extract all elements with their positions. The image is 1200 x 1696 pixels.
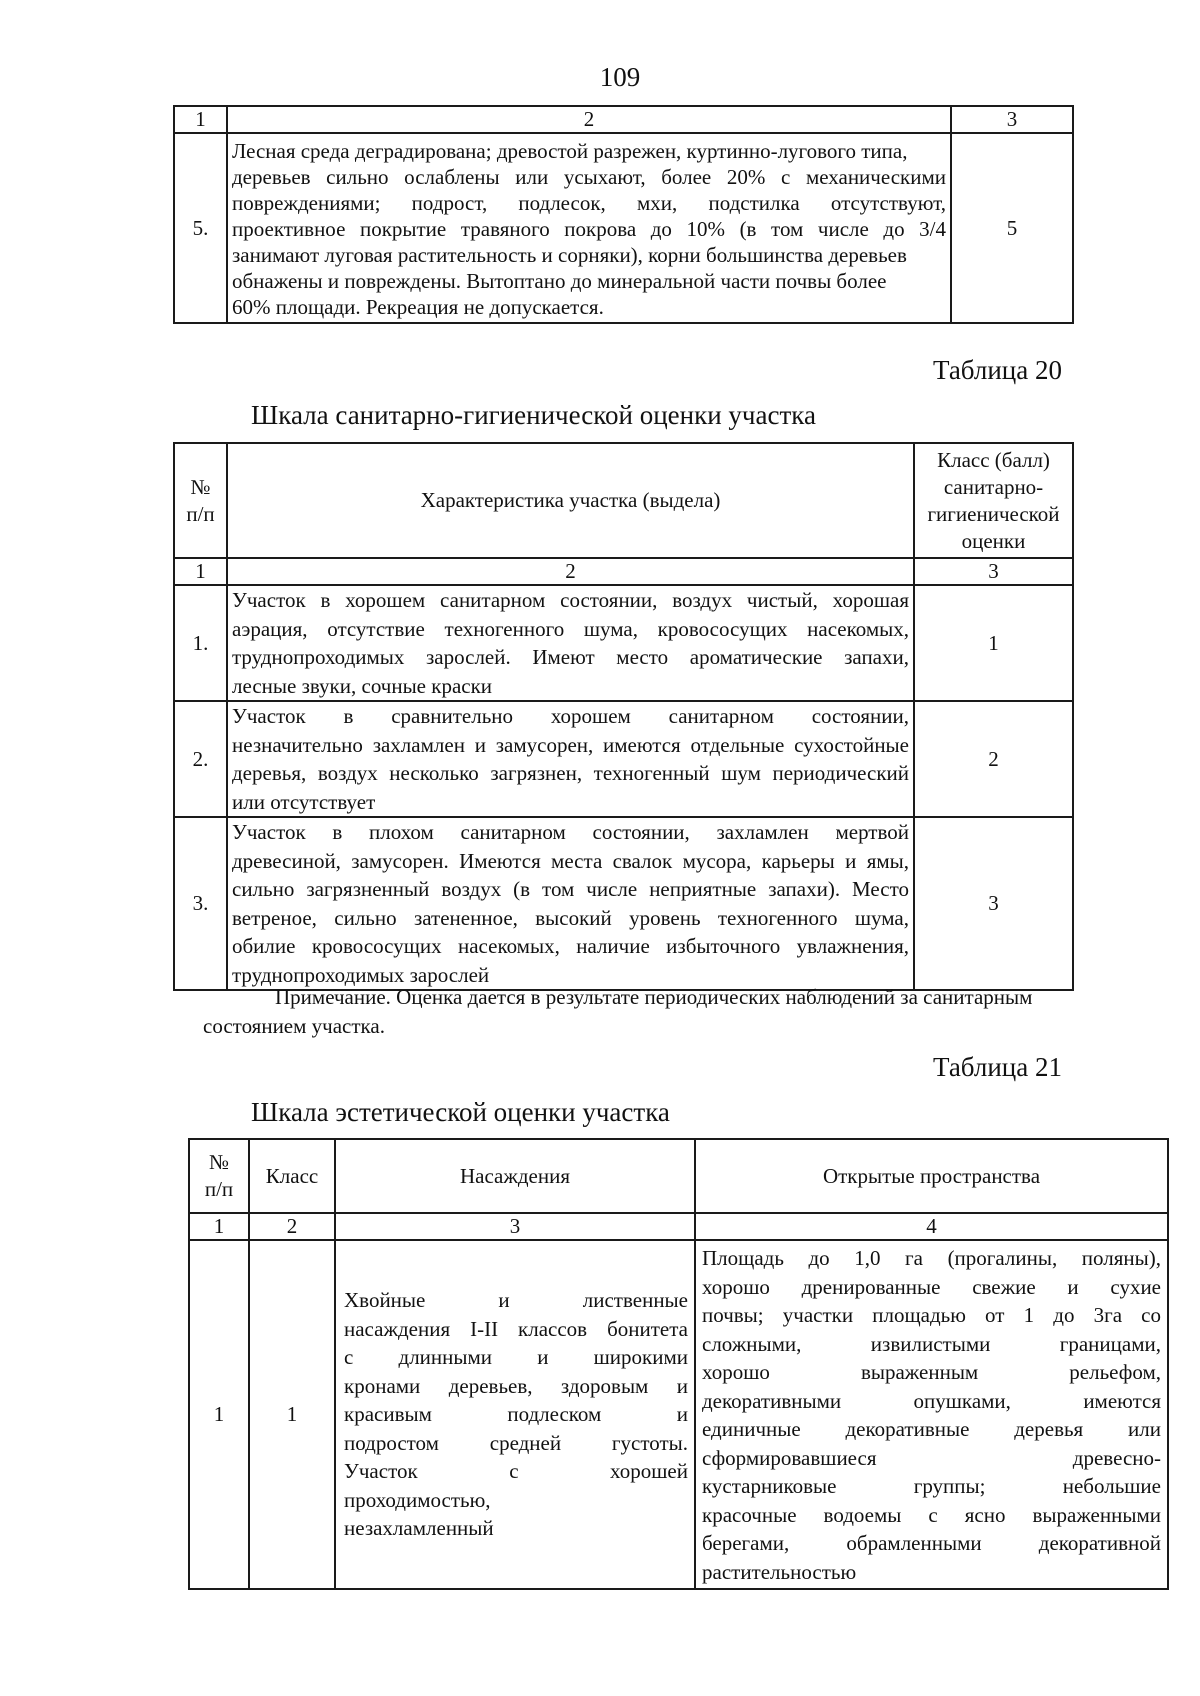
text-line: красочные водоемы с ясно выраженными bbox=[702, 1502, 1161, 1527]
row-score: 3 bbox=[914, 817, 1073, 990]
text-line: лесные звуки, сочные краски bbox=[232, 673, 493, 698]
row-score: 2 bbox=[914, 701, 1073, 817]
table-row bbox=[174, 585, 1073, 701]
text-line: аэрация, отсутствие техногенного шума, кровососущих насекомых, bbox=[232, 616, 909, 641]
header-class: Класс bbox=[249, 1139, 335, 1213]
table-20 bbox=[173, 442, 1074, 991]
text-line: обнажены и повреждены. Вытоптано до минеральной части почвы более bbox=[232, 269, 887, 293]
text-line: с длинными и широкими bbox=[344, 1345, 688, 1370]
header-stands: Насаждения bbox=[335, 1139, 695, 1213]
row-score: 5 bbox=[951, 133, 1073, 323]
col-number: 1 bbox=[189, 1213, 249, 1240]
text-line: Участок с хорошей bbox=[344, 1459, 688, 1484]
header-number-line: п/п bbox=[186, 501, 215, 526]
col-number: 2 bbox=[227, 106, 951, 133]
table-20-title: Шкала санитарно-гигиенической оценки участка bbox=[251, 400, 816, 430]
note-line: состоянием участка. bbox=[203, 1014, 385, 1038]
text-line: деревья, воздух несколько загрязнен, техногенный шум периодический bbox=[232, 761, 909, 785]
col-number: 4 bbox=[695, 1213, 1168, 1240]
table-21-title: Шкала эстетической оценки участка bbox=[251, 1097, 670, 1127]
row-class: 1 bbox=[249, 1240, 335, 1589]
row-description bbox=[227, 817, 914, 990]
table-20-label: Таблица 20 bbox=[933, 355, 1062, 385]
row-description bbox=[227, 701, 914, 817]
text-line: ветреное, сильно затененное, высокий уровень техногенного шума, bbox=[232, 905, 909, 930]
text-line: незначительно захламлен и замусорен, имеются отдельные сухостойные bbox=[232, 732, 909, 757]
table-20-note bbox=[203, 983, 1083, 1041]
col-number: 1 bbox=[174, 558, 227, 585]
col-number: 3 bbox=[951, 106, 1073, 133]
note-line: Примечание. Оценка дается в результате периодических наблюдений за санитарным bbox=[275, 985, 1033, 1009]
table-row bbox=[174, 701, 1073, 817]
row-description bbox=[227, 585, 914, 701]
table-19-continuation bbox=[173, 105, 1074, 324]
header-class-line: санитарно- bbox=[943, 474, 1044, 499]
table-header-row bbox=[189, 1139, 1168, 1213]
text-line: почвы; участки площадью от 1 до 3га со bbox=[702, 1303, 1161, 1327]
text-line: Площадь до 1,0 га (прогалины, поляны), bbox=[702, 1246, 1161, 1270]
text-line: труднопроходимых зарослей. Имеют место ароматические запахи, bbox=[232, 645, 909, 669]
text-line: или отсутствует bbox=[232, 789, 376, 814]
text-line: незахламленный bbox=[344, 1516, 494, 1541]
text-line: берегами, обрамленными декоративной bbox=[702, 1531, 1161, 1555]
table-row bbox=[189, 1240, 1168, 1589]
table-row bbox=[174, 133, 1073, 323]
row-number: 1. bbox=[174, 585, 227, 701]
row-number: 2. bbox=[174, 701, 227, 817]
text-line: труднопроходимых зарослей bbox=[232, 962, 490, 987]
text-line: единичные декоративные деревья или bbox=[702, 1417, 1161, 1441]
col-number: 3 bbox=[914, 558, 1073, 585]
row-number: 3. bbox=[174, 817, 227, 990]
table-21 bbox=[188, 1138, 1169, 1590]
text-line: Хвойные и лиственные bbox=[344, 1288, 688, 1313]
header-open-spaces: Открытые пространства bbox=[695, 1139, 1168, 1213]
text-line: обилие кровососущих насекомых, наличие избыточного увлажнения, bbox=[232, 934, 909, 958]
text-line: деревьев сильно ослаблены или усыхают, более 20% с механическими bbox=[232, 165, 946, 189]
col-number: 2 bbox=[249, 1213, 335, 1240]
text-line: Участок в сравнительно хорошем санитарном состоянии, bbox=[232, 704, 909, 728]
text-line: хорошо дренированные свежие и сухие bbox=[702, 1274, 1161, 1299]
row-number: 5. bbox=[174, 133, 227, 323]
row-stands bbox=[335, 1240, 695, 1589]
text-line: проективное покрытие травяного покрова до 10% (в том числе до 3/4 bbox=[232, 217, 946, 241]
text-line: растительностью bbox=[702, 1559, 857, 1584]
text-line: подростом средней густоты. bbox=[344, 1430, 688, 1455]
text-line: декоративными опушками, имеются bbox=[702, 1388, 1161, 1413]
text-line: кронами деревьев, здоровым и bbox=[344, 1373, 688, 1398]
header-number bbox=[174, 443, 227, 558]
header-characteristic: Характеристика участка (выдела) bbox=[227, 443, 914, 558]
text-line: хорошо выраженным рельефом, bbox=[702, 1360, 1161, 1384]
row-number: 1 bbox=[189, 1240, 249, 1589]
text-line: Лесная среда деградирована; древостой разрежен, куртинно-лугового типа, bbox=[232, 139, 908, 163]
header-class bbox=[914, 443, 1073, 558]
header-number-line: № bbox=[208, 1150, 230, 1174]
text-line: сложными, извилистыми границами, bbox=[702, 1331, 1161, 1356]
header-class-line: гигиенической bbox=[927, 501, 1060, 526]
text-line: сформировавшиеся древесно- bbox=[702, 1445, 1161, 1470]
page-number: 109 bbox=[599, 62, 641, 92]
row-description bbox=[227, 133, 951, 323]
text-line: занимают луговая растительность и сорняки), корни большинства деревьев bbox=[232, 243, 907, 267]
header-number-line: п/п bbox=[204, 1177, 234, 1201]
text-line: Участок в хорошем санитарном состоянии, воздух чистый, хорошая bbox=[232, 588, 909, 612]
table-row bbox=[174, 817, 1073, 990]
text-line: кустарниковые группы; небольшие bbox=[702, 1474, 1161, 1498]
text-line: древесиной, замусорен. Имеются места свалок мусора, карьеры и ямы, bbox=[232, 848, 909, 873]
header-number bbox=[189, 1139, 249, 1213]
text-line: 60% площади. Рекреация не допускается. bbox=[232, 295, 604, 319]
text-line: Участок в плохом санитарном состоянии, захламлен мертвой bbox=[232, 820, 909, 844]
text-line: красивым подлеском и bbox=[344, 1402, 688, 1427]
col-number: 3 bbox=[335, 1213, 695, 1240]
text-line: проходимостью, bbox=[344, 1487, 491, 1512]
col-number: 2 bbox=[227, 558, 914, 585]
header-class-line: оценки bbox=[961, 528, 1026, 553]
text-line: повреждениями; подрост, подлесок, мхи, подстилка отсутствуют, bbox=[232, 191, 946, 215]
table-21-label: Таблица 21 bbox=[933, 1052, 1062, 1082]
text-line: насаждения I-II классов бонитета bbox=[344, 1316, 688, 1341]
table-header-row bbox=[174, 443, 1073, 558]
row-open-spaces bbox=[695, 1240, 1168, 1589]
row-score: 1 bbox=[914, 585, 1073, 701]
col-number: 1 bbox=[174, 106, 227, 133]
text-line: сильно загрязненный воздух (в том числе неприятные запахи). Место bbox=[232, 877, 909, 901]
header-number-line: № bbox=[190, 474, 211, 499]
header-class-line: Класс (балл) bbox=[937, 447, 1050, 472]
